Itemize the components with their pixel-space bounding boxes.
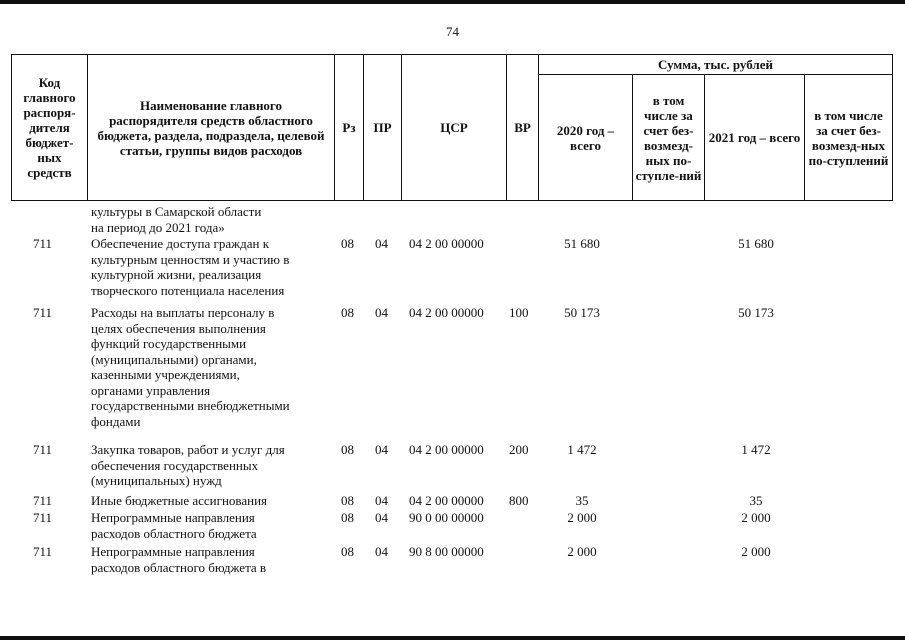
- row-vr: 800: [509, 493, 529, 508]
- row-sum-2021: 1 472: [741, 442, 771, 457]
- row-pr: 04: [375, 510, 388, 525]
- row-name: Расходы на выплаты персоналу в целях обеспечения выполнения функций государственными (муниципальными) органами, казенными учреждениями, органами управления государственными внебюджетными фондами: [91, 305, 290, 429]
- header-2021: 2021 год – всего: [705, 75, 805, 201]
- row-sum-2020: 2 000: [567, 544, 597, 559]
- row-sum-2020: 1 472: [567, 442, 597, 457]
- row-name: Непрограммные направления расходов областного бюджета в: [91, 544, 267, 575]
- row-sum-2021: 2 000: [741, 510, 771, 525]
- row-pr: 04: [375, 493, 388, 508]
- row-pr: 04: [375, 305, 388, 320]
- row-sum-2021: 51 680: [738, 236, 774, 251]
- row-csr: 04 2 00 00000: [409, 442, 484, 457]
- row-pr: 04: [375, 236, 388, 251]
- row-rz: 08: [341, 544, 354, 559]
- row-code: 711: [33, 442, 53, 457]
- row-code: 711: [33, 544, 53, 559]
- row-rz: 08: [341, 305, 354, 320]
- row-rz: 08: [341, 493, 354, 508]
- header-code: Код главного распоря-дителя бюджет-ных средств: [12, 55, 88, 201]
- row-code: 711: [33, 493, 53, 508]
- row-pr: 04: [375, 544, 388, 559]
- row-sum-2020: 50 173: [564, 305, 600, 320]
- row-rz: 08: [341, 510, 354, 525]
- row-csr: 04 2 00 00000: [409, 493, 484, 508]
- header-2021-free: в том числе за счет без-возмезд-ных по-ступлений: [805, 75, 893, 201]
- bottom-rule: [0, 636, 905, 640]
- header-vr: ВР: [507, 55, 539, 201]
- row-sum-2020: 51 680: [564, 236, 600, 251]
- row-code: 711: [33, 305, 53, 320]
- row-name: Непрограммные направления расходов областного бюджета: [91, 510, 257, 541]
- row-csr: 04 2 00 00000: [409, 236, 484, 251]
- header-pr: ПР: [364, 55, 402, 201]
- row-vr: 200: [509, 442, 529, 457]
- row-sum-2021: 50 173: [738, 305, 774, 320]
- row-vr: 100: [509, 305, 529, 320]
- row-rz: 08: [341, 236, 354, 251]
- header-rz: Рз: [335, 55, 364, 201]
- row-csr: 90 8 00 00000: [409, 544, 484, 559]
- page-number: 74: [446, 24, 459, 39]
- row-name: Обеспечение доступа граждан к культурным ценностям и участию в культурной жизни, реализация творческого потенциала населения: [91, 236, 290, 298]
- row-code: 711: [33, 236, 53, 251]
- header-sum: Сумма, тыс. рублей: [539, 55, 893, 75]
- row-sum-2020: 2 000: [567, 510, 597, 525]
- header-2020: 2020 год – всего: [539, 75, 633, 201]
- row-name: Иные бюджетные ассигнования: [91, 493, 268, 508]
- row-sum-2021: 35: [749, 493, 763, 508]
- header-csr: ЦСР: [402, 55, 507, 201]
- row-rz: 08: [341, 442, 354, 457]
- row-sum-2021: 2 000: [741, 544, 771, 559]
- row-code: 711: [33, 510, 53, 525]
- top-rule: [0, 0, 905, 4]
- row-name: Закупка товаров, работ и услуг для обеспечения государственных (муниципальных) нужд: [91, 442, 285, 488]
- row-pr: 04: [375, 442, 388, 457]
- row-csr: 90 0 00 00000: [409, 510, 484, 525]
- row-sum-2020: 35: [575, 493, 589, 508]
- table-header: [11, 54, 893, 201]
- header-name: Наименование главного распорядителя средств областного бюджета, раздела, подраздела, целевой статьи, группы видов расходов: [88, 55, 335, 201]
- header-2020-free: в том числе за счет без-возмезд-ных по-ступле-ний: [633, 75, 705, 201]
- row-name: культуры в Самарской области на период до 2021 года»: [91, 204, 262, 235]
- row-csr: 04 2 00 00000: [409, 305, 484, 320]
